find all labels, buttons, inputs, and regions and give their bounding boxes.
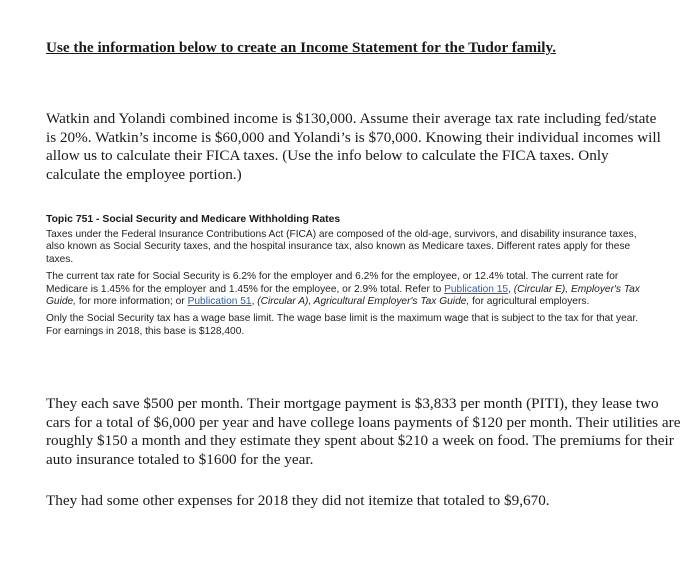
rates-text-part-1: The current tax rate for Social Security is 6.2% for the employer and 6.2% for the employee, or 12.4% total. The current rate for Medicare is 1.45% for the employer and 1.45% for the employee, or 2.9% total. Refer to <box>46 271 619 295</box>
expenses-paragraph: They each save $500 per month. Their mortgage payment is $3,833 per month (PITI), they lease two cars for a total of $6,000 per year and have college loans payments of $120 per month. Their utilities are roughly $150 a month and they estimate they spent about $210 a week on food. The premiums for their auto insurance totaled to $1600 for the year. <box>46 395 681 468</box>
other-expenses-paragraph: They had some other expenses for 2018 they did not itemize that totaled to $9,670. <box>46 492 550 509</box>
intro-paragraph: Watkin and Yolandi combined income is $130,000. Assume their average tax rate including fed/state is 20%. Watkin’s income is $60,000 and Yolandi’s is $70,000. Knowing their individual incomes will allow us to calculate their FICA taxes. (Use the info below to calculate the FICA taxes. Only calculate the employee portion.) <box>46 110 661 183</box>
publication-15-link[interactable]: Publication 15 <box>444 283 509 295</box>
topic-title: Topic 751 - Social Security and Medicare Withholding Rates <box>46 214 341 225</box>
topic-paragraph-fica-definition: Taxes under the Federal Insurance Contributions Act (FICA) are composed of the old-age, survivors, and disability insurance taxes, also known as Social Security taxes, and the hospital insurance tax, also known as Medicare taxes. Different rates apply for these taxes. <box>46 229 637 265</box>
rates-text-part-4: , <box>251 296 258 308</box>
circular-e-title: (Circular E), Employer's Tax Guide, <box>46 283 640 308</box>
topic-paragraph-rates <box>46 271 644 308</box>
publication-51-link[interactable]: Publication 51 <box>187 296 252 308</box>
rates-text-part-2: , <box>508 283 514 295</box>
rates-text-part-3: for more information; or <box>76 296 188 308</box>
topic-paragraph-wage-base: Only the Social Security tax has a wage base limit. The wage base limit is the maximum wage that is subject to the tax for that year. For earnings in 2018, this base is $128,400. <box>46 313 639 337</box>
topic-751-excerpt <box>46 213 644 343</box>
rates-text-part-5: for agricultural employers. <box>469 296 590 308</box>
page-title: Use the information below to create an Income Statement for the Tudor family. <box>46 39 556 56</box>
circular-a-title: (Circular A), Agricultural Employer's Tax Guide, <box>257 296 470 308</box>
